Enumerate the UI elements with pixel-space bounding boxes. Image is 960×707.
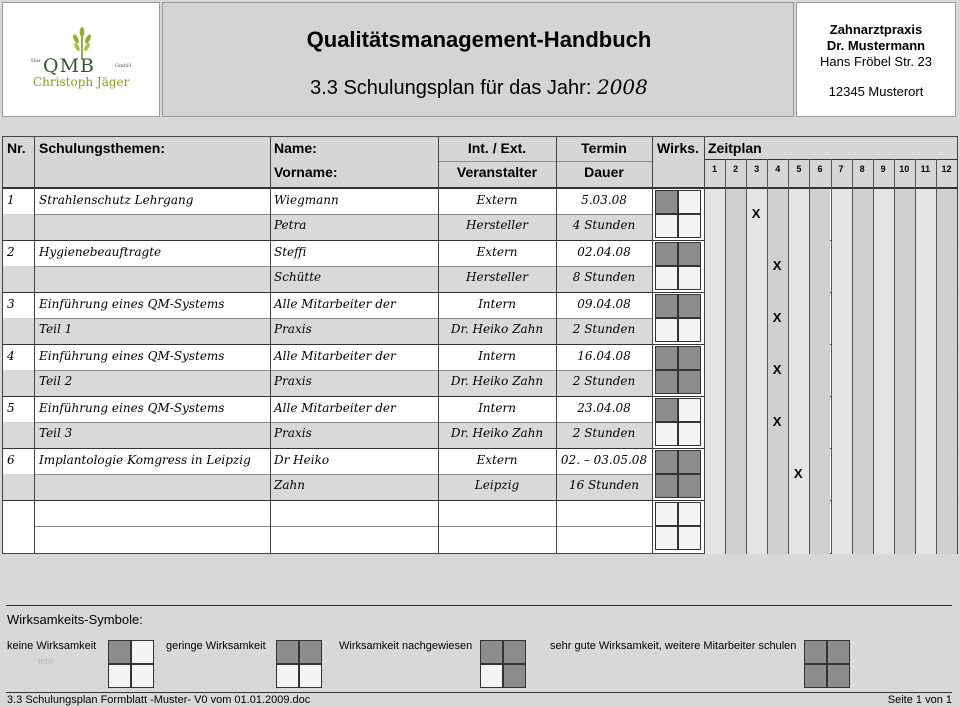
row-vorname: Schütte <box>274 270 322 284</box>
col-header-zeitplan: Zeitplan <box>708 140 762 156</box>
wirks-quadrant[interactable] <box>678 526 701 550</box>
row-nr: 2 <box>7 245 15 259</box>
logo-name: Christoph Jäger <box>33 75 130 89</box>
row-half-line <box>35 318 652 319</box>
row-name: Dr Heiko <box>274 453 330 467</box>
legend-symbol-quadrant <box>131 640 154 664</box>
row-name: Alle Mitarbeiter der <box>274 401 396 415</box>
legend-symbol-quadrant <box>827 664 850 688</box>
row-nr: 5 <box>7 401 15 415</box>
wirks-quadrant[interactable] <box>678 450 701 474</box>
wirks-quadrant[interactable] <box>655 346 678 370</box>
month-label: 7 <box>838 164 844 174</box>
practice-street: Hans Fröbel Str. 23 <box>820 54 932 69</box>
row-vorname: Zahn <box>274 478 305 492</box>
row-type: Intern <box>478 401 516 415</box>
row-type: Extern <box>476 193 518 207</box>
legend-symbol-quadrant <box>804 664 827 688</box>
wirks-quadrant[interactable] <box>678 346 701 370</box>
row-half-line <box>35 266 652 267</box>
legend-symbol-quadrant <box>108 664 131 688</box>
row-topic: Hygienebeauftragte <box>39 245 162 259</box>
logo-box <box>2 2 160 117</box>
row-topic: Strahlenschutz Lehrgang <box>39 193 194 207</box>
schedule-mark: X <box>793 466 803 481</box>
row-name: Steffi <box>274 245 307 259</box>
row-duration: 16 Stunden <box>568 478 640 492</box>
wirks-quadrant[interactable] <box>655 422 678 446</box>
legend-item-low: geringe Wirksamkeit <box>166 640 266 652</box>
col-header-veranstalter: Veranstalter <box>456 164 538 180</box>
month-label: 8 <box>859 164 865 174</box>
row-type: Intern <box>478 349 516 363</box>
row-vorname: Petra <box>274 218 307 232</box>
month-label: 11 <box>920 164 931 174</box>
row-name: Wiegmann <box>274 193 339 207</box>
month-col-bg <box>789 189 809 554</box>
legend-symbol-quadrant <box>276 640 299 664</box>
row-duration: 2 Stunden <box>572 322 636 336</box>
month-col-bg <box>747 189 767 554</box>
month-col-bg <box>705 189 725 554</box>
month-col-bg <box>810 189 830 554</box>
wirks-quadrant[interactable] <box>678 266 701 290</box>
legend-item-proven: Wirksamkeit nachgewiesen <box>339 640 473 652</box>
legend-symbol-quadrant <box>480 640 503 664</box>
legend-item-verygood: sehr gute Wirksamkeit, weitere Mitarbeiter schulen <box>550 640 797 652</box>
row-date: 16.04.08 <box>577 349 631 363</box>
row-date: 02.04.08 <box>577 245 631 259</box>
month-label: 1 <box>711 164 717 174</box>
month-col-bg <box>726 189 746 554</box>
row-name: Alle Mitarbeiter der <box>274 297 396 311</box>
row-date: 23.04.08 <box>577 401 631 415</box>
row-duration: 4 Stunden <box>572 218 636 232</box>
footer-divider <box>6 692 952 693</box>
logo-small-right: GmbH <box>115 63 132 69</box>
practice-city: 12345 Musterort <box>828 84 924 99</box>
month-col-bg <box>916 189 936 554</box>
month-label: 3 <box>754 164 760 174</box>
row-half-line <box>35 474 652 475</box>
row-organizer: Dr. Heiko Zahn <box>450 374 544 388</box>
month-col-bg <box>832 189 852 554</box>
wirks-quadrant[interactable] <box>678 422 701 446</box>
col-header-nr: Nr. <box>7 140 26 156</box>
col-header-vorname: Vorname: <box>274 164 338 180</box>
row-type: Intern <box>478 297 516 311</box>
col-header-dauer: Dauer <box>584 164 624 180</box>
legend-faded-text: tete <box>38 656 54 666</box>
month-label: 12 <box>941 164 952 174</box>
wirks-quadrant[interactable] <box>678 398 701 422</box>
col-header-topics: Schulungsthemen: <box>39 140 166 156</box>
col-header-wirks: Wirks. <box>657 140 699 156</box>
row-date: 5.03.08 <box>581 193 627 207</box>
row-vorname: Praxis <box>274 374 312 388</box>
col-header-intext: Int. / Ext. <box>467 140 527 156</box>
logo-brand: QMB <box>43 55 95 77</box>
legend-symbol-quadrant <box>480 664 503 688</box>
wirks-quadrant[interactable] <box>678 370 701 394</box>
wirks-quadrant[interactable] <box>655 190 678 214</box>
schedule-mark: X <box>772 414 782 429</box>
wirks-quadrant[interactable] <box>678 242 701 266</box>
row-organizer: Hersteller <box>466 270 528 284</box>
wirks-quadrant[interactable] <box>655 398 678 422</box>
legend-title: Wirksamkeits-Symbole: <box>7 612 143 627</box>
row-vorname: Praxis <box>274 426 312 440</box>
col-header-name: Name: <box>274 140 317 156</box>
schedule-mark: X <box>772 362 782 377</box>
legend-divider <box>6 605 952 606</box>
legend-symbol-quadrant <box>131 664 154 688</box>
wirks-quadrant[interactable] <box>655 294 678 318</box>
wirks-quadrant[interactable] <box>655 242 678 266</box>
schedule-mark: X <box>772 310 782 325</box>
month-label: 4 <box>775 164 781 174</box>
row-date: 02. – 03.05.08 <box>560 453 648 467</box>
col-line <box>34 137 35 554</box>
wirks-quadrant[interactable] <box>655 502 678 526</box>
month-col-bg <box>874 189 894 554</box>
month-col-bg <box>853 189 873 554</box>
legend-symbol-quadrant <box>503 640 526 664</box>
row-topic-sub: Teil 3 <box>39 426 73 440</box>
wirks-quadrant[interactable] <box>678 214 701 238</box>
row-name: Alle Mitarbeiter der <box>274 349 396 363</box>
col-line <box>270 137 271 554</box>
wirks-quadrant[interactable] <box>678 318 701 342</box>
legend-item-none: keine Wirksamkeit <box>7 640 97 652</box>
row-vorname: Praxis <box>274 322 312 336</box>
row-half-line <box>35 422 652 423</box>
row-topic: Einführung eines QM-Systems <box>39 349 225 363</box>
month-col-bg <box>895 189 915 554</box>
wirks-quadrant[interactable] <box>655 450 678 474</box>
header-mid-line <box>438 161 652 162</box>
wirks-quadrant[interactable] <box>655 214 678 238</box>
row-nr: 4 <box>7 349 15 363</box>
row-organizer: Leipzig <box>474 478 520 492</box>
row-topic: Einführung eines QM-Systems <box>39 297 225 311</box>
legend-symbol-quadrant <box>299 664 322 688</box>
practice-box <box>796 2 956 117</box>
wirks-quadrant[interactable] <box>655 370 678 394</box>
page-subtitle <box>163 75 795 100</box>
schedule-mark: X <box>751 206 761 221</box>
wirks-quadrant[interactable] <box>678 294 701 318</box>
row-half-line <box>35 370 652 371</box>
row-type: Extern <box>476 245 518 259</box>
legend-symbol-quadrant <box>804 640 827 664</box>
legend-symbol-quadrant <box>299 640 322 664</box>
month-label: 6 <box>817 164 823 174</box>
title-box <box>162 2 794 117</box>
row-date: 09.04.08 <box>577 297 631 311</box>
month-label: 5 <box>796 164 802 174</box>
practice-doctor: Dr. Mustermann <box>826 38 926 53</box>
row-duration: 2 Stunden <box>572 426 636 440</box>
row-topic-sub: Teil 1 <box>39 322 73 336</box>
row-organizer: Dr. Heiko Zahn <box>450 426 544 440</box>
row-duration: 2 Stunden <box>572 374 636 388</box>
row-half-line <box>35 214 652 215</box>
row-topic-sub: Teil 2 <box>39 374 73 388</box>
row-topic: Einführung eines QM-Systems <box>39 401 225 415</box>
subtitle-text: 3.3 Schulungsplan für das Jahr: <box>310 77 592 99</box>
legend-symbol-quadrant <box>276 664 299 688</box>
month-label: 9 <box>880 164 886 174</box>
row-organizer: Dr. Heiko Zahn <box>450 322 544 336</box>
col-header-termin: Termin <box>581 140 627 156</box>
legend-symbol-quadrant <box>827 640 850 664</box>
month-label: 2 <box>733 164 739 174</box>
row-nr: 1 <box>7 193 15 207</box>
row-type: Extern <box>476 453 518 467</box>
footer-left: 3.3 Schulungsplan Formblatt -Muster- V0 vom 01.01.2009.doc <box>7 694 311 706</box>
logo-small-left: Das <box>31 58 41 64</box>
row-topic: Implantologie Komgress in Leipzig <box>39 453 251 467</box>
legend-symbol-quadrant <box>108 640 131 664</box>
practice-name: Zahnarztpraxis <box>829 22 923 37</box>
row-nr: 6 <box>7 453 15 467</box>
wirks-quadrant[interactable] <box>678 190 701 214</box>
schedule-mark: X <box>772 258 782 273</box>
page-title: Qualitätsmanagement-Handbuch <box>306 27 652 52</box>
row-nr: 3 <box>7 297 15 311</box>
row-organizer: Hersteller <box>466 218 528 232</box>
month-col-bg <box>937 189 957 554</box>
row-half-line <box>35 526 652 527</box>
month-label: 10 <box>899 164 910 174</box>
legend-symbol-quadrant <box>503 664 526 688</box>
col-line <box>652 137 653 554</box>
wirks-quadrant[interactable] <box>655 266 678 290</box>
wirks-quadrant[interactable] <box>678 474 701 498</box>
wirks-quadrant[interactable] <box>678 502 701 526</box>
wirks-quadrant[interactable] <box>655 526 678 550</box>
subtitle-year: 2008 <box>596 75 648 99</box>
footer-right: Seite 1 von 1 <box>887 694 952 706</box>
row-duration: 8 Stunden <box>572 270 636 284</box>
wirks-quadrant[interactable] <box>655 318 678 342</box>
wirks-quadrant[interactable] <box>655 474 678 498</box>
